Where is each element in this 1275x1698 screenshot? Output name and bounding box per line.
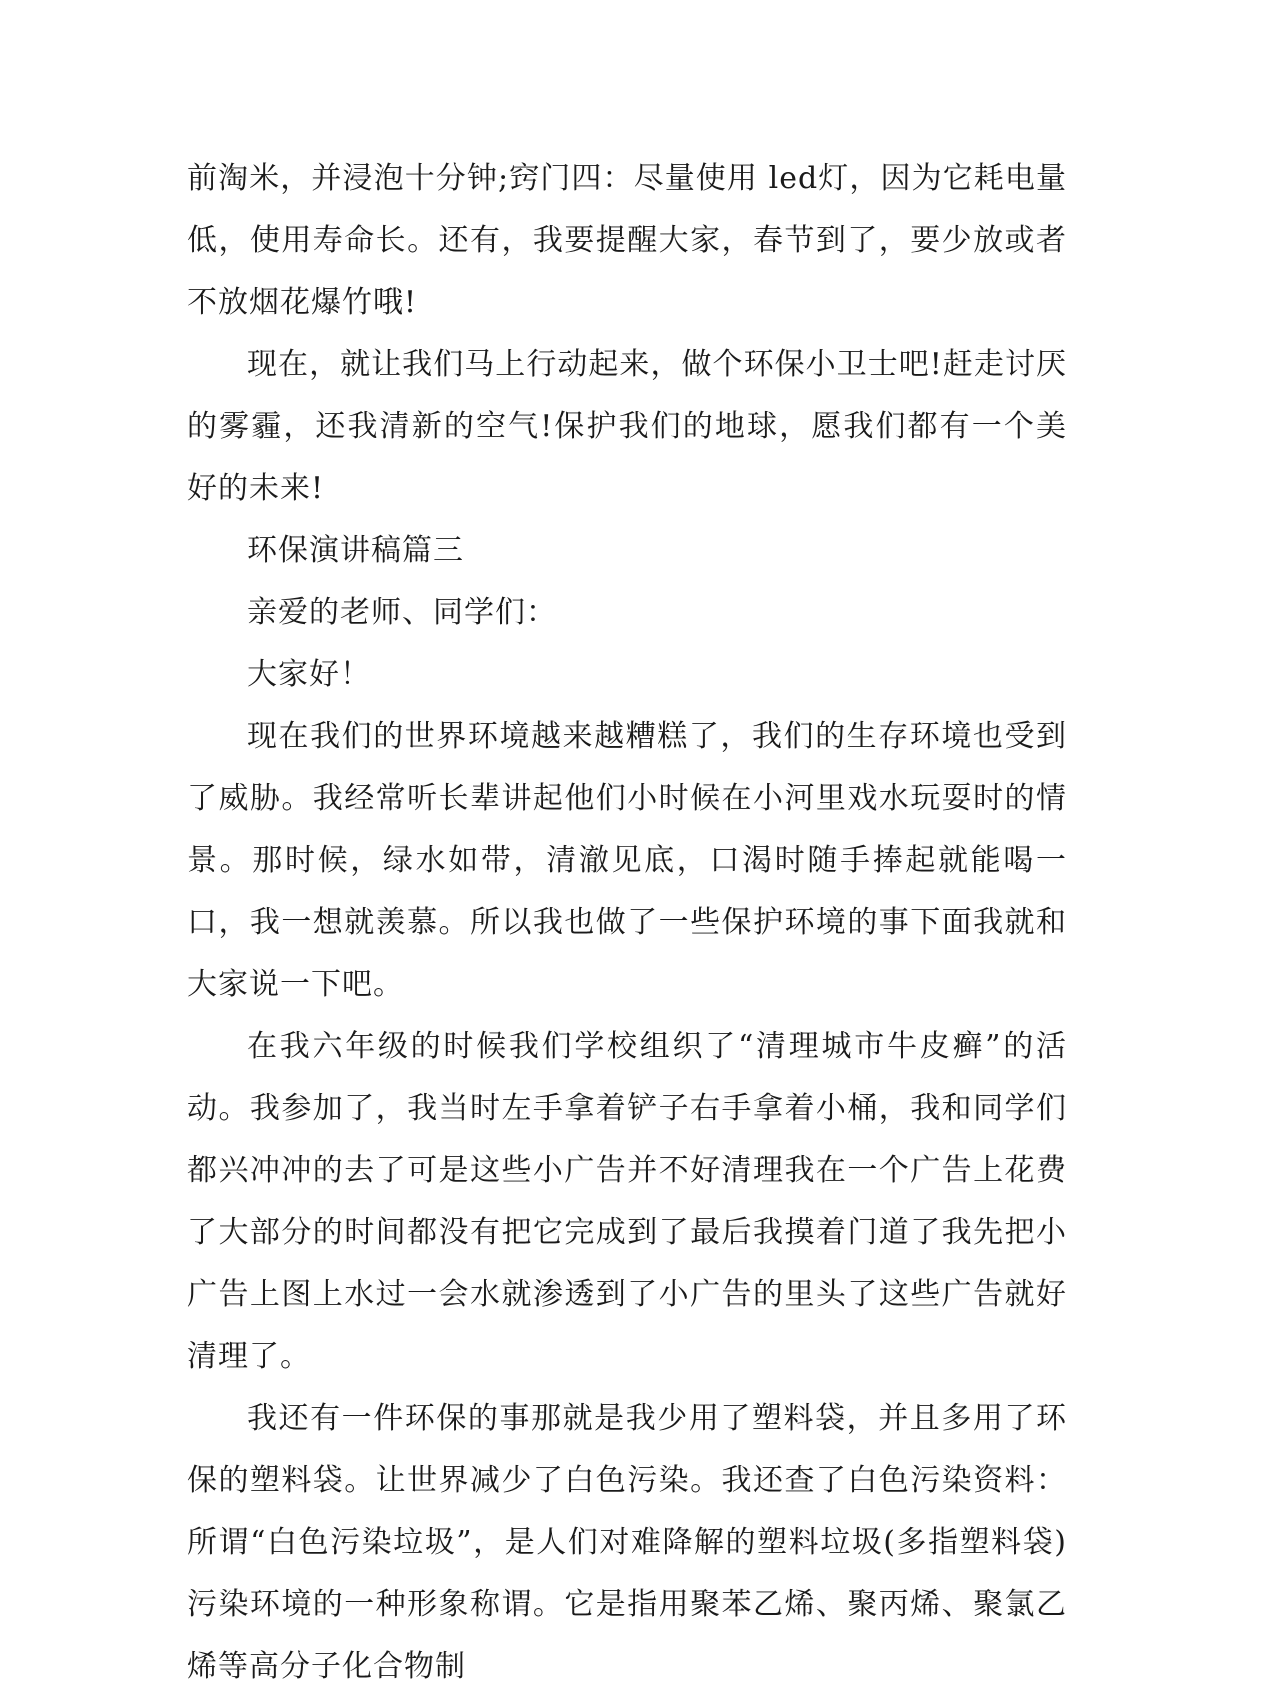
paragraph-cleanup-activity: 在我六年级的时候我们学校组织了“清理城市牛皮癣”的活动。我参加了，我当时左手拿着铲子右手拿着小桶，我和同学们都兴冲冲的去了可是这些小广告并不好清理我在一个广告上花费了大部分的时间都没有把它完成到了最后我摸着门道了我先把小广告上图上水过一会水就渗透到了小广告的里头了这些广告就好清理了。 — [187, 1029, 1067, 1374]
paragraph-call-to-action: 现在，就让我们马上行动起来，做个环保小卫士吧!赶走讨厌的雾霾，还我清新的空气!保护我们的地球，愿我们都有一个美好的未来! — [187, 347, 1067, 506]
paragraph-tips-continued: 前淘米，并浸泡十分钟;窍门四：尽量使用 led灯，因为它耗电量低，使用寿命长。还有，我要提醒大家，春节到了，要少放或者不放烟花爆竹哦! — [187, 161, 1067, 320]
salutation: 亲爱的老师、同学们： — [247, 595, 557, 630]
paragraph-environment-intro: 现在我们的世界环境越来越糟糕了，我们的生存环境也受到了威胁。我经常听长辈讲起他们小时候在小河里戏水玩耍时的情景。那时候，绿水如带，清澈见底，口渴时随手捧起就能喝一口，我一想就羡慕。所以我也做了一些保护环境的事下面我就和大家说一下吧。 — [187, 719, 1067, 1002]
document-body — [187, 148, 1067, 1698]
section-heading: 环保演讲稿篇三 — [247, 533, 464, 568]
greeting: 大家好！ — [247, 657, 371, 692]
paragraph-plastic-bags: 我还有一件环保的事那就是我少用了塑料袋，并且多用了环保的塑料袋。让世界减少了白色污染。我还查了白色污染资料：所谓“白色污染垃圾”，是人们对难降解的塑料垃圾(多指塑料袋)污染环境的一种形象称谓。它是指用聚苯乙烯、聚丙烯、聚氯乙烯等高分子化合物制 — [187, 1401, 1067, 1684]
